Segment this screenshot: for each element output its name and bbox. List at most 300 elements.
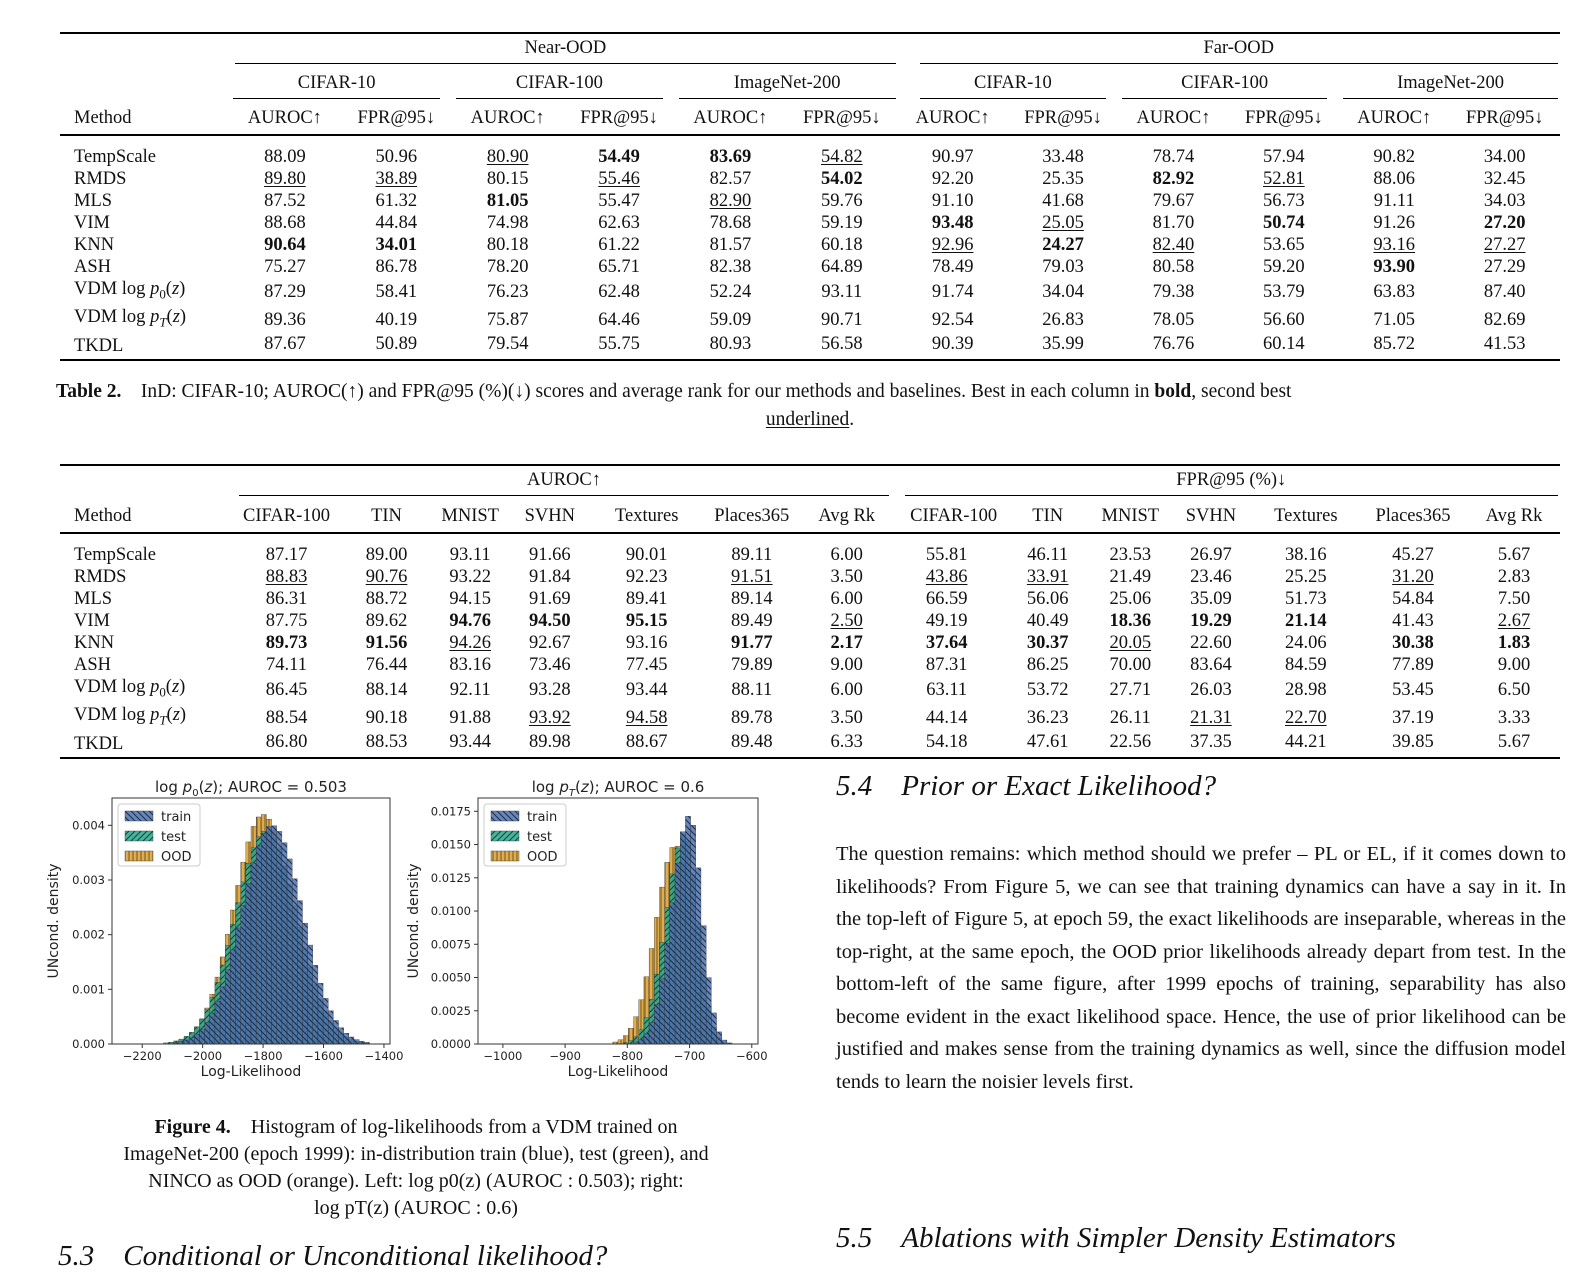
- table-cell: 78.05: [1152, 309, 1195, 330]
- table-cell: 44.21: [1285, 732, 1327, 753]
- table-cell: 35.09: [1190, 589, 1232, 609]
- section-number: 5.5: [836, 1222, 873, 1254]
- histogram-bar: [308, 945, 313, 1044]
- histogram-bar: [675, 863, 680, 1044]
- underlined-value: 82.40: [1152, 235, 1195, 255]
- y-axis-label: UNcond. density: [406, 863, 422, 979]
- table-cell: [233, 566, 339, 588]
- x-tick-label: −2000: [183, 1049, 223, 1063]
- histogram-bar: [654, 1005, 659, 1044]
- group-header-fpr: FPR@95 (%)↓: [905, 469, 1558, 496]
- table-cell: 74.11: [266, 655, 307, 675]
- table-cell: 34.04: [1042, 281, 1084, 302]
- histogram-bar: [302, 923, 307, 1044]
- table-cell: 83.69: [709, 147, 752, 167]
- table-cell: 41.53: [1483, 334, 1526, 355]
- table-cell: 82.38: [709, 257, 752, 277]
- method-name: MLS: [74, 191, 113, 211]
- table-cell: [675, 190, 786, 212]
- table-cell: [452, 135, 563, 168]
- group-header-far-ood: Far-OOD: [920, 37, 1559, 64]
- table-2-caption: [56, 378, 1564, 434]
- table-cell: 30.38: [1392, 633, 1434, 653]
- method-name: KNN: [74, 633, 115, 653]
- table-cell: 51.73: [1285, 589, 1327, 609]
- table-cell: 93.90: [1373, 257, 1416, 277]
- underlined-value: 55.46: [598, 169, 640, 189]
- table-cell: 88.11: [731, 679, 773, 700]
- histogram-bar: [225, 969, 230, 1044]
- y-axis-label: UNcond. density: [46, 863, 62, 979]
- table-cell: 56.60: [1263, 309, 1305, 330]
- table-cell: 33.48: [1042, 147, 1084, 167]
- table-row: [60, 168, 1560, 190]
- table-cell: 21.49: [1109, 567, 1152, 587]
- table-cell: 79.54: [486, 334, 529, 355]
- table-cell: 90.97: [931, 147, 974, 167]
- table-cell: 89.49: [730, 611, 773, 631]
- group-header-auroc: AUROC↑: [239, 469, 888, 496]
- figure-caption-line2: ImageNet-200 (epoch 1999): in-distribution train (blue), test (green), and: [123, 1143, 709, 1165]
- section-5-4-paragraph: The question remains: which method should we prefer – PL or EL, if it comes down to likelihoods? From Figure 5, we can see that training dynamics can have a say in it. In the top-left of Figure 5, at epoch 59, the exact likelihoods are inseparable, whereas in the top-right, at the same epoch, the OOD prior likelihoods already depart from test. In the bottom-left of the same figure, after 1999 epochs of training, separability has also become evident in the exact likelihood space. Hence, the use of prior likelihood can be justified and makes sense from the training dynamics as well, since the diffusion model tends to learn the noisier levels first.: [836, 843, 1566, 1093]
- table-cell: 50.89: [375, 334, 418, 355]
- underlined-value: 54.82: [820, 147, 863, 167]
- metric-header: AUROC↑: [1136, 108, 1211, 128]
- table-cell: [563, 168, 674, 190]
- histogram-bar: [649, 1022, 654, 1044]
- table-cell: 50.74: [1263, 213, 1305, 233]
- figure-label: Figure 4.: [154, 1116, 231, 1138]
- histogram-bar: [210, 1013, 215, 1044]
- table-cell: 37.19: [1392, 707, 1434, 728]
- metric-header: AUROC↑: [247, 108, 322, 128]
- underlined-value: 31.20: [1392, 567, 1434, 587]
- table-cell: 73.46: [528, 655, 571, 675]
- table-cell: 5.67: [1497, 732, 1531, 753]
- table-row: [60, 610, 1560, 632]
- underlined-value: 92.96: [931, 235, 974, 255]
- x-tick-label: −1400: [364, 1049, 404, 1063]
- column-header: Textures: [1274, 506, 1338, 526]
- chart-title: $\log p_0(z)$; AUROC = 0.503: [155, 778, 347, 799]
- table-cell: 59.20: [1263, 257, 1305, 277]
- metric-header: FPR@95↓: [1024, 108, 1102, 128]
- table-cell: 91.84: [528, 567, 571, 587]
- table-row: [60, 588, 1560, 610]
- figure-caption-line3: NINCO as OOD (orange). Left: log p0(z) (AUROC : 0.503); right:: [148, 1170, 684, 1192]
- x-tick-label: −1000: [483, 1049, 523, 1063]
- table-cell: 54.02: [820, 169, 863, 189]
- caption-text: InD: CIFAR-10; AUROC(↑) and FPR@95 (%)(↓) scores and average rank for our methods and baselines. Best in each column in: [140, 381, 1155, 402]
- table-cell: 59.76: [820, 191, 863, 211]
- table-row: [60, 731, 1560, 758]
- metric-header: AUROC↑: [470, 108, 545, 128]
- table-cell: 41.43: [1392, 611, 1434, 631]
- table-cell: 87.17: [265, 545, 308, 565]
- method-name: VDM $\log p_T(z)$: [74, 704, 187, 728]
- table-cell: 40.19: [375, 309, 418, 330]
- histogram-bar: [277, 831, 282, 1044]
- metric-header: FPR@95↓: [1244, 108, 1323, 128]
- table-cell: 89.00: [365, 545, 408, 565]
- table-cell: 61.22: [598, 235, 640, 255]
- metric-header: FPR@95↓: [1465, 108, 1544, 128]
- column-header: MNIST: [441, 506, 499, 526]
- underlined-value: 88.83: [265, 567, 308, 587]
- table-cell: 44.84: [375, 213, 418, 233]
- table-cell: 94.76: [449, 611, 491, 631]
- y-tick-label: 0.001: [72, 982, 105, 997]
- x-tick-label: −1600: [304, 1049, 343, 1063]
- table-cell: 92.20: [931, 169, 974, 189]
- table-cell: [1358, 566, 1468, 588]
- table-cell: 26.83: [1042, 309, 1084, 330]
- histogram-bar: [241, 905, 246, 1044]
- table-cell: [786, 135, 897, 168]
- table-cell: 25.25: [1285, 567, 1327, 587]
- table-cell: 50.96: [375, 147, 418, 167]
- results-table-1: [60, 32, 1560, 361]
- histogram-bar: [339, 1028, 344, 1044]
- histogram-bar: [287, 859, 292, 1044]
- underlined-value: 38.89: [375, 169, 418, 189]
- table-cell: 56.73: [1263, 191, 1305, 211]
- method-name: MLS: [74, 589, 113, 609]
- table-cell: 22.60: [1190, 633, 1232, 653]
- table-cell: 82.57: [709, 169, 752, 189]
- section-title: Ablations with Simpler Density Estimators: [901, 1222, 1396, 1254]
- table-cell: 92.67: [528, 633, 571, 653]
- table-cell: 78.20: [486, 257, 529, 277]
- table-cell: 88.68: [264, 213, 306, 233]
- table-cell: [1229, 168, 1339, 190]
- x-tick-label: −2200: [122, 1049, 162, 1063]
- histogram-bar: [680, 832, 685, 1044]
- histogram-bar: [246, 883, 251, 1044]
- table-cell: 76.23: [486, 281, 529, 302]
- underlined-value: 52.81: [1263, 169, 1305, 189]
- underlined-value: 25.05: [1042, 213, 1084, 233]
- table-cell: 78.68: [709, 213, 752, 233]
- table-cell: 39.85: [1392, 732, 1434, 753]
- table-cell: 80.58: [1152, 257, 1195, 277]
- method-name: TempScale: [74, 147, 156, 167]
- table-cell: 77.45: [625, 655, 668, 675]
- table-cell: 75.87: [486, 309, 529, 330]
- table-cell: 89.98: [528, 732, 571, 753]
- table-cell: 34.01: [375, 235, 418, 255]
- table-cell: 6.00: [830, 589, 863, 609]
- section-number: 5.3: [58, 1240, 95, 1272]
- underlined-value: 90.76: [365, 567, 408, 587]
- underlined-value: 91.51: [730, 567, 773, 587]
- x-tick-label: −600: [735, 1049, 768, 1063]
- underlined-value: 43.86: [925, 567, 968, 587]
- column-header: TIN: [371, 506, 402, 526]
- table-cell: 89.48: [730, 732, 773, 753]
- table-cell: 23.46: [1190, 567, 1232, 587]
- histogram-log-p0: [44, 772, 404, 1084]
- y-tick-label: 0.004: [72, 818, 105, 833]
- table-cell: 63.11: [926, 679, 968, 700]
- section-title: Prior or Exact Likelihood?: [901, 770, 1217, 802]
- y-tick-label: 0.0000: [430, 1037, 471, 1051]
- column-header: Places365: [1375, 506, 1451, 526]
- table-cell: 79.38: [1152, 281, 1195, 302]
- legend-swatch: [491, 851, 519, 861]
- metric-header: AUROC↑: [693, 108, 768, 128]
- table-cell: 88.53: [365, 732, 408, 753]
- table-row: [60, 278, 1560, 306]
- table-row: [60, 212, 1560, 234]
- table-cell: 88.67: [625, 732, 668, 753]
- legend-swatch: [125, 811, 153, 821]
- table-cell: 2.17: [830, 633, 863, 653]
- table-cell: 59.19: [820, 213, 863, 233]
- column-header: Avg Rk: [818, 506, 876, 526]
- table-row: [60, 306, 1560, 334]
- table-cell: 64.46: [598, 309, 640, 330]
- metric-header: FPR@95↓: [580, 108, 658, 128]
- table-cell: 55.75: [598, 334, 640, 355]
- table-cell: 88.06: [1373, 169, 1416, 189]
- table-cell: 88.09: [264, 147, 306, 167]
- method-name: RMDS: [74, 567, 127, 587]
- histogram-bar: [323, 998, 328, 1044]
- section-title: Conditional or Unconditional likelihood?: [123, 1240, 608, 1272]
- table-cell: [340, 566, 434, 588]
- table-cell: 90.64: [264, 235, 306, 255]
- legend-swatch: [125, 831, 153, 841]
- table-cell: 79.89: [730, 655, 773, 675]
- table-cell: 84.59: [1285, 655, 1327, 675]
- method-name: KNN: [74, 235, 115, 255]
- table-cell: 76.76: [1152, 334, 1195, 355]
- legend-entry: train: [161, 810, 192, 825]
- method-name: VIM: [74, 213, 110, 233]
- column-header: MNIST: [1101, 506, 1160, 526]
- method-name: VDM $\log p_0(z)$: [74, 279, 186, 302]
- table-cell: 36.23: [1026, 707, 1069, 728]
- table-cell: 27.29: [1483, 257, 1526, 277]
- table-cell: 93.48: [931, 213, 974, 233]
- histogram-bar: [266, 827, 271, 1044]
- table-cell: 91.26: [1373, 213, 1416, 233]
- table-cell: 74.98: [486, 213, 529, 233]
- table-cell: 9.00: [830, 655, 863, 675]
- table-cell: 90.82: [1373, 147, 1416, 167]
- table-cell: [229, 168, 340, 190]
- legend-entry: OOD: [161, 850, 192, 865]
- table-cell: 92.54: [931, 309, 974, 330]
- histogram-bar: [200, 1029, 205, 1044]
- column-header: Avg Rk: [1485, 506, 1543, 526]
- histogram-bar: [685, 816, 690, 1044]
- table-cell: 2.83: [1497, 567, 1531, 587]
- dataset-header: CIFAR-10: [920, 72, 1107, 99]
- table-cell: 53.65: [1263, 235, 1305, 255]
- method-name: TKDL: [74, 336, 124, 357]
- table-cell: 27.71: [1109, 679, 1152, 700]
- table-cell: [898, 234, 1008, 256]
- underlined-value: 22.70: [1285, 707, 1327, 728]
- method-column-header: Method: [74, 108, 132, 128]
- table-cell: 89.73: [265, 633, 308, 653]
- table-cell: [593, 704, 701, 732]
- table-cell: 26.11: [1109, 707, 1151, 728]
- caption-bold-word: bold: [1154, 381, 1192, 402]
- metric-header: AUROC↑: [1357, 108, 1432, 128]
- table-cell: 47.61: [1026, 732, 1069, 753]
- table-cell: 32.45: [1483, 169, 1526, 189]
- table-cell: 34.03: [1483, 191, 1526, 211]
- histogram-bar: [297, 901, 302, 1044]
- histogram-bar: [215, 1001, 220, 1044]
- table-cell: 66.59: [925, 589, 968, 609]
- table-cell: 83.16: [449, 655, 491, 675]
- table-cell: 60.14: [1263, 334, 1305, 355]
- column-header: SVHN: [524, 506, 575, 526]
- table-cell: [1468, 610, 1560, 632]
- table-cell: 7.50: [1497, 589, 1531, 609]
- histogram-bar: [722, 1040, 727, 1044]
- table-cell: 94.50: [528, 611, 571, 631]
- x-axis-label: Log-Likelihood: [200, 1064, 302, 1080]
- table-cell: [1449, 234, 1560, 256]
- table-cell: 94.15: [449, 589, 491, 609]
- histogram-bar: [194, 1034, 199, 1044]
- table-cell: 38.16: [1285, 545, 1327, 565]
- table-cell: 81.57: [709, 235, 752, 255]
- caption-text-b: , second best: [1191, 381, 1292, 402]
- table-cell: 52.24: [709, 281, 752, 302]
- table-cell: 64.89: [820, 257, 863, 277]
- histogram-bar: [706, 978, 711, 1044]
- series-train: [174, 826, 370, 1044]
- x-tick-label: −800: [611, 1049, 644, 1063]
- table-row: [60, 190, 1560, 212]
- column-header: SVHN: [1185, 506, 1237, 526]
- table-cell: [341, 168, 452, 190]
- histogram-bar: [659, 978, 664, 1044]
- table-cell: 95.15: [625, 611, 668, 631]
- method-name: TempScale: [74, 545, 156, 565]
- caption-label: Table 2.: [56, 381, 122, 402]
- table-cell: [1093, 632, 1169, 654]
- histogram-bar: [701, 926, 706, 1044]
- table-cell: 27.20: [1483, 213, 1526, 233]
- table-cell: 62.63: [598, 213, 640, 233]
- table-cell: 80.15: [486, 169, 529, 189]
- method-name: ASH: [74, 655, 112, 675]
- table-cell: 85.72: [1373, 334, 1416, 355]
- histogram-bar: [644, 1033, 649, 1044]
- figure-4-caption: [56, 1114, 776, 1222]
- table-cell: 28.98: [1285, 679, 1327, 700]
- table-cell: 91.66: [528, 545, 571, 565]
- y-tick-label: 0.0175: [430, 804, 471, 819]
- table-cell: 87.67: [264, 334, 306, 355]
- column-header: CIFAR-100: [910, 506, 998, 526]
- x-tick-label: −1800: [243, 1049, 283, 1063]
- table-cell: 93.11: [821, 281, 863, 302]
- y-tick-label: 0.002: [72, 927, 105, 942]
- caption-period: .: [849, 409, 855, 430]
- underlined-value: 80.90: [486, 147, 529, 167]
- caption-underlined-word: underlined: [765, 409, 850, 430]
- histogram-bar: [184, 1040, 189, 1044]
- table-cell: 56.06: [1026, 589, 1069, 609]
- y-tick-label: 0.0150: [430, 837, 471, 852]
- method-name: VDM $\log p_T(z)$: [74, 306, 187, 330]
- table-row: [60, 533, 1560, 566]
- table-cell: 91.74: [931, 281, 974, 302]
- underlined-value: 21.31: [1190, 707, 1232, 728]
- table-cell: 91.10: [931, 191, 974, 211]
- table-cell: 5.67: [1497, 545, 1531, 565]
- table-cell: 9.00: [1497, 655, 1531, 675]
- table-cell: 6.33: [830, 732, 863, 753]
- table-cell: 81.70: [1152, 213, 1195, 233]
- table-cell: 87.40: [1483, 281, 1526, 302]
- table-cell: 93.44: [449, 732, 491, 753]
- table-cell: 3.33: [1497, 707, 1531, 728]
- table-row: [60, 234, 1560, 256]
- dataset-header: CIFAR-100: [1122, 72, 1327, 99]
- table-cell: 19.29: [1190, 611, 1232, 631]
- table-cell: 87.31: [925, 655, 968, 675]
- results-table-2: [60, 464, 1560, 759]
- table-cell: 54.49: [598, 147, 640, 167]
- table-cell: 37.35: [1190, 732, 1232, 753]
- figure-caption-line4: log pT(z) (AUROC : 0.6): [314, 1197, 518, 1219]
- table-cell: 93.22: [449, 567, 491, 587]
- table-cell: 25.35: [1042, 169, 1084, 189]
- table-cell: 80.18: [486, 235, 529, 255]
- legend-swatch: [491, 831, 519, 841]
- dataset-header: ImageNet-200: [679, 72, 896, 99]
- table-cell: 40.49: [1026, 611, 1069, 631]
- column-header: Textures: [614, 506, 679, 526]
- y-tick-label: 0.0050: [430, 970, 471, 985]
- histogram-bar: [318, 983, 323, 1044]
- table-cell: 54.84: [1392, 589, 1434, 609]
- histogram-bar: [251, 863, 256, 1044]
- table-cell: [433, 632, 506, 654]
- histogram-bar: [292, 879, 297, 1044]
- table-cell: 80.93: [709, 334, 752, 355]
- method-name: ASH: [74, 257, 112, 277]
- table-cell: 63.83: [1373, 281, 1416, 302]
- method-name: VDM $\log p_0(z)$: [74, 677, 186, 700]
- table-cell: [803, 610, 891, 632]
- table-cell: 93.16: [625, 633, 668, 653]
- underlined-value: 2.67: [1497, 611, 1531, 631]
- y-tick-label: 0.0075: [430, 937, 471, 952]
- table-cell: 91.77: [730, 633, 773, 653]
- table-cell: 89.62: [365, 611, 408, 631]
- table-row: [60, 256, 1560, 278]
- method-name: RMDS: [74, 169, 127, 189]
- table-cell: 30.37: [1026, 633, 1069, 653]
- histogram-bar: [261, 833, 266, 1044]
- table-cell: [701, 566, 803, 588]
- table-cell: 18.36: [1109, 611, 1152, 631]
- table-cell: 92.23: [625, 567, 668, 587]
- chart-legend: [484, 804, 566, 866]
- table-cell: 55.47: [598, 191, 640, 211]
- table-cell: 78.74: [1152, 147, 1195, 167]
